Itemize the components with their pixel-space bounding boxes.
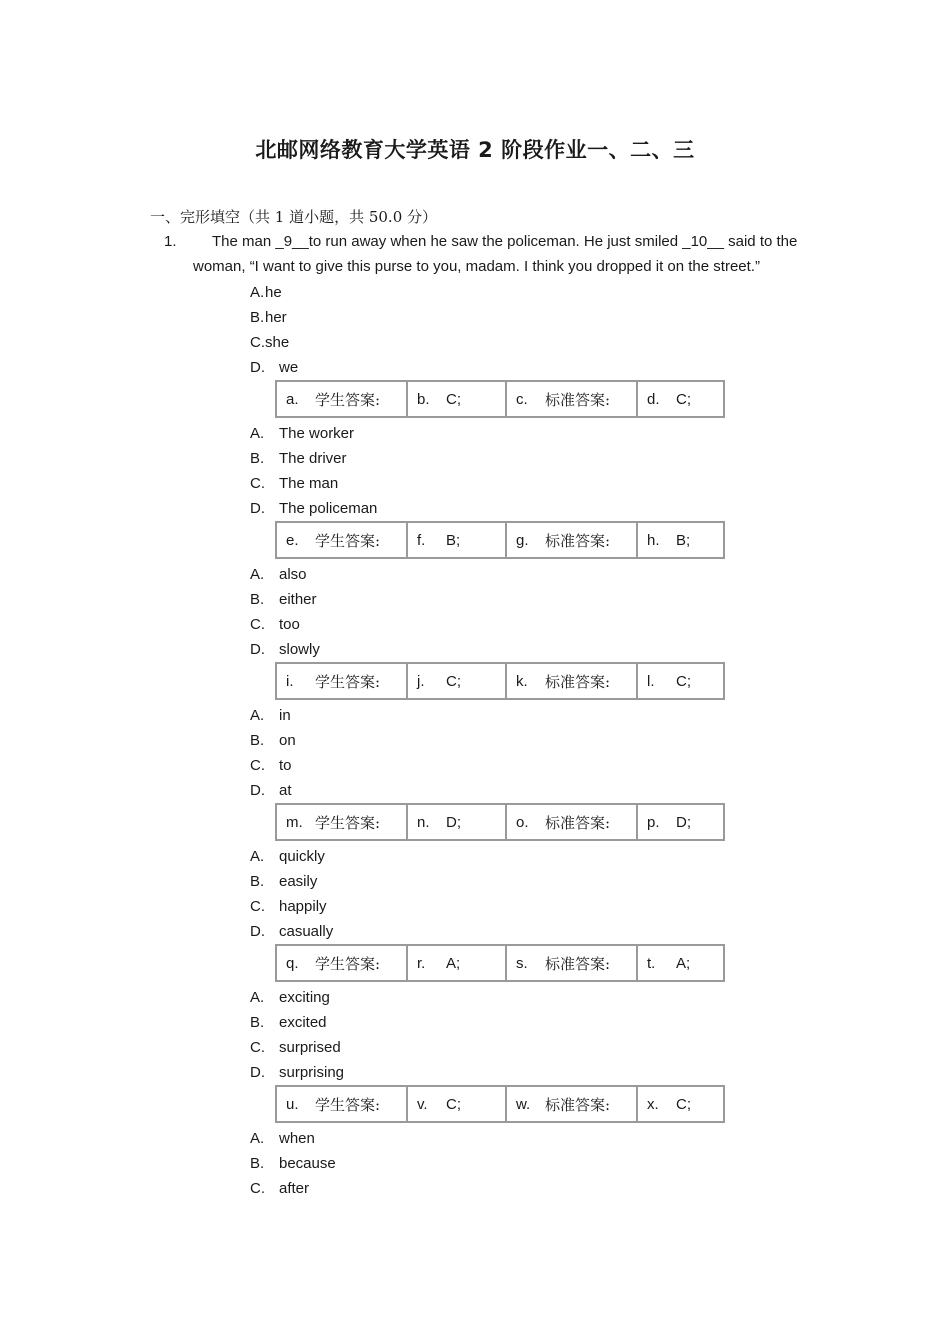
option-letter: C. <box>250 334 265 351</box>
option-item <box>250 844 325 869</box>
cell-value: C; <box>446 390 461 408</box>
option-text: The policeman <box>279 500 378 517</box>
cell-value: 学生答案: <box>315 531 381 550</box>
option-letter: B. <box>250 1014 265 1031</box>
cell-value: 学生答案: <box>315 672 381 691</box>
option-text: on <box>279 732 296 749</box>
cell-marker: l. <box>647 672 655 690</box>
option-letter: D. <box>250 641 265 658</box>
option-item <box>250 1010 327 1035</box>
option-text: The worker <box>279 425 355 442</box>
student-answer-label-cell <box>277 523 408 557</box>
option-letter: A. <box>250 566 265 583</box>
option-item <box>250 703 291 728</box>
cell-value: C; <box>676 672 691 690</box>
cell-marker: g. <box>516 531 529 549</box>
option-text: at <box>279 782 292 799</box>
student-answer-label-cell <box>277 1087 408 1121</box>
student-answer-value-cell <box>408 1087 507 1121</box>
option-text: her <box>265 309 287 326</box>
option-letter: B. <box>250 873 265 890</box>
standard-answer-value-cell <box>638 382 723 416</box>
option-text: after <box>279 1180 310 1197</box>
option-item <box>250 562 307 587</box>
student-answer-label-cell <box>277 946 408 980</box>
section-header: 一、完形填空（共 1 道小题，共 50.0 分） <box>150 208 438 226</box>
option-text: quickly <box>279 848 325 865</box>
option-text: also <box>279 566 307 583</box>
option-text: when <box>279 1130 315 1147</box>
cell-marker: a. <box>286 390 299 408</box>
question-text-line-2: woman, “I want to give this purse to you, madam. I think you dropped it on the street.” <box>193 258 760 275</box>
cell-value: 学生答案: <box>315 813 381 832</box>
cell-value: A; <box>446 954 461 972</box>
option-text: because <box>279 1155 336 1172</box>
cell-value: B; <box>446 531 461 549</box>
cell-value: 学生答案: <box>315 390 381 409</box>
option-item <box>250 869 317 894</box>
option-text: too <box>279 616 300 633</box>
option-item <box>250 637 320 662</box>
option-item <box>250 355 298 380</box>
standard-answer-label-cell <box>507 1087 638 1121</box>
option-letter: A. <box>250 848 265 865</box>
option-item <box>250 894 327 919</box>
option-text: The driver <box>279 450 347 467</box>
student-answer-value-cell <box>408 664 507 698</box>
option-item <box>250 612 300 637</box>
option-text: we <box>279 359 299 376</box>
option-item <box>250 1176 309 1201</box>
student-answer-label-cell <box>277 664 408 698</box>
student-answer-value-cell <box>408 805 507 839</box>
option-letter: A. <box>250 989 265 1006</box>
standard-answer-value-cell <box>638 1087 723 1121</box>
cell-marker: u. <box>286 1095 299 1113</box>
option-item <box>250 753 292 778</box>
cell-marker: j. <box>417 672 425 690</box>
option-text: casually <box>279 923 334 940</box>
option-letter: B. <box>250 309 265 326</box>
cell-marker: o. <box>516 813 529 831</box>
option-letter: B. <box>250 1155 265 1172</box>
option-item <box>250 496 377 521</box>
cell-value: 学生答案: <box>315 1095 381 1114</box>
cell-marker: k. <box>516 672 528 690</box>
option-text: excited <box>279 1014 327 1031</box>
option-letter: B. <box>250 591 265 608</box>
option-item <box>250 1126 315 1151</box>
option-letter: D. <box>250 782 265 799</box>
student-answer-value-cell <box>408 523 507 557</box>
option-item <box>250 1151 336 1176</box>
cell-marker: m. <box>286 813 303 831</box>
option-letter: B. <box>250 732 265 749</box>
option-letter: C. <box>250 475 265 492</box>
answer-table <box>275 521 725 559</box>
option-letter: A. <box>250 1130 265 1147</box>
option-text: easily <box>279 873 318 890</box>
student-answer-value-cell <box>408 946 507 980</box>
option-letter: B. <box>250 450 265 467</box>
cell-marker: h. <box>647 531 660 549</box>
option-item <box>250 1060 344 1085</box>
cell-marker: i. <box>286 672 294 690</box>
option-item <box>250 305 287 330</box>
option-text: either <box>279 591 317 608</box>
option-letter: C. <box>250 1039 265 1056</box>
cell-marker: c. <box>516 390 528 408</box>
standard-answer-label-cell <box>507 382 638 416</box>
option-text: to <box>279 757 292 774</box>
cell-marker: n. <box>417 813 430 831</box>
option-text: surprised <box>279 1039 341 1056</box>
cell-value: 标准答案: <box>545 672 611 691</box>
option-letter: C. <box>250 898 265 915</box>
option-letter: C. <box>250 757 265 774</box>
option-letter: D. <box>250 359 265 376</box>
student-answer-label-cell <box>277 805 408 839</box>
cell-value: 标准答案: <box>545 954 611 973</box>
option-letter: A. <box>250 425 265 442</box>
cell-value: C; <box>446 672 461 690</box>
answer-table <box>275 662 725 700</box>
option-item <box>250 919 333 944</box>
option-item <box>250 280 282 305</box>
option-text: slowly <box>279 641 320 658</box>
standard-answer-value-cell <box>638 664 723 698</box>
option-letter: A. <box>250 707 265 724</box>
student-answer-label-cell <box>277 382 408 416</box>
option-item <box>250 330 289 355</box>
cell-marker: p. <box>647 813 660 831</box>
standard-answer-label-cell <box>507 664 638 698</box>
answer-table <box>275 1085 725 1123</box>
cell-value: 标准答案: <box>545 531 611 550</box>
document-title: 北邮网络教育大学英语 2 阶段作业一、二、三 <box>255 138 695 162</box>
standard-answer-label-cell <box>507 805 638 839</box>
cell-value: 标准答案: <box>545 813 611 832</box>
option-item <box>250 728 296 753</box>
option-letter: D. <box>250 1064 265 1081</box>
standard-answer-value-cell <box>638 805 723 839</box>
option-item <box>250 1035 341 1060</box>
cell-value: B; <box>676 531 691 549</box>
cell-value: C; <box>676 390 691 408</box>
option-item <box>250 421 354 446</box>
cell-marker: d. <box>647 390 660 408</box>
cell-marker: r. <box>417 954 426 972</box>
option-item <box>250 446 347 471</box>
cell-value: D; <box>676 813 691 831</box>
cell-value: A; <box>676 954 691 972</box>
cell-marker: w. <box>516 1095 531 1113</box>
option-letter: A. <box>250 284 265 301</box>
standard-answer-value-cell <box>638 946 723 980</box>
cell-marker: e. <box>286 531 299 549</box>
cell-value: 标准答案: <box>545 390 611 409</box>
student-answer-value-cell <box>408 382 507 416</box>
option-letter: D. <box>250 500 265 517</box>
cell-marker: f. <box>417 531 426 549</box>
cell-value: C; <box>676 1095 691 1113</box>
cell-marker: b. <box>417 390 430 408</box>
cell-marker: x. <box>647 1095 659 1113</box>
option-item <box>250 778 292 803</box>
answer-table <box>275 944 725 982</box>
option-item <box>250 587 317 612</box>
option-text: surprising <box>279 1064 345 1081</box>
answer-table <box>275 803 725 841</box>
standard-answer-value-cell <box>638 523 723 557</box>
option-item <box>250 471 338 496</box>
standard-answer-label-cell <box>507 523 638 557</box>
cell-marker: q. <box>286 954 299 972</box>
cell-marker: v. <box>417 1095 428 1113</box>
question-number: 1. <box>164 233 177 250</box>
option-text: she <box>265 334 290 351</box>
cell-marker: t. <box>647 954 656 972</box>
cell-value: 学生答案: <box>315 954 381 973</box>
option-text: The man <box>279 475 339 492</box>
option-item <box>250 985 330 1010</box>
answer-table <box>275 380 725 418</box>
option-text: he <box>265 284 282 301</box>
question-text-line-1: The man _9__to run away when he saw the policeman. He just smiled _10__ said to the <box>212 233 798 250</box>
option-letter: C. <box>250 616 265 633</box>
option-text: happily <box>279 898 327 915</box>
option-text: in <box>279 707 291 724</box>
cell-value: C; <box>446 1095 461 1113</box>
cell-value: 标准答案: <box>545 1095 611 1114</box>
standard-answer-label-cell <box>507 946 638 980</box>
option-text: exciting <box>279 989 330 1006</box>
cell-value: D; <box>446 813 461 831</box>
cell-marker: s. <box>516 954 528 972</box>
option-letter: C. <box>250 1180 265 1197</box>
option-letter: D. <box>250 923 265 940</box>
